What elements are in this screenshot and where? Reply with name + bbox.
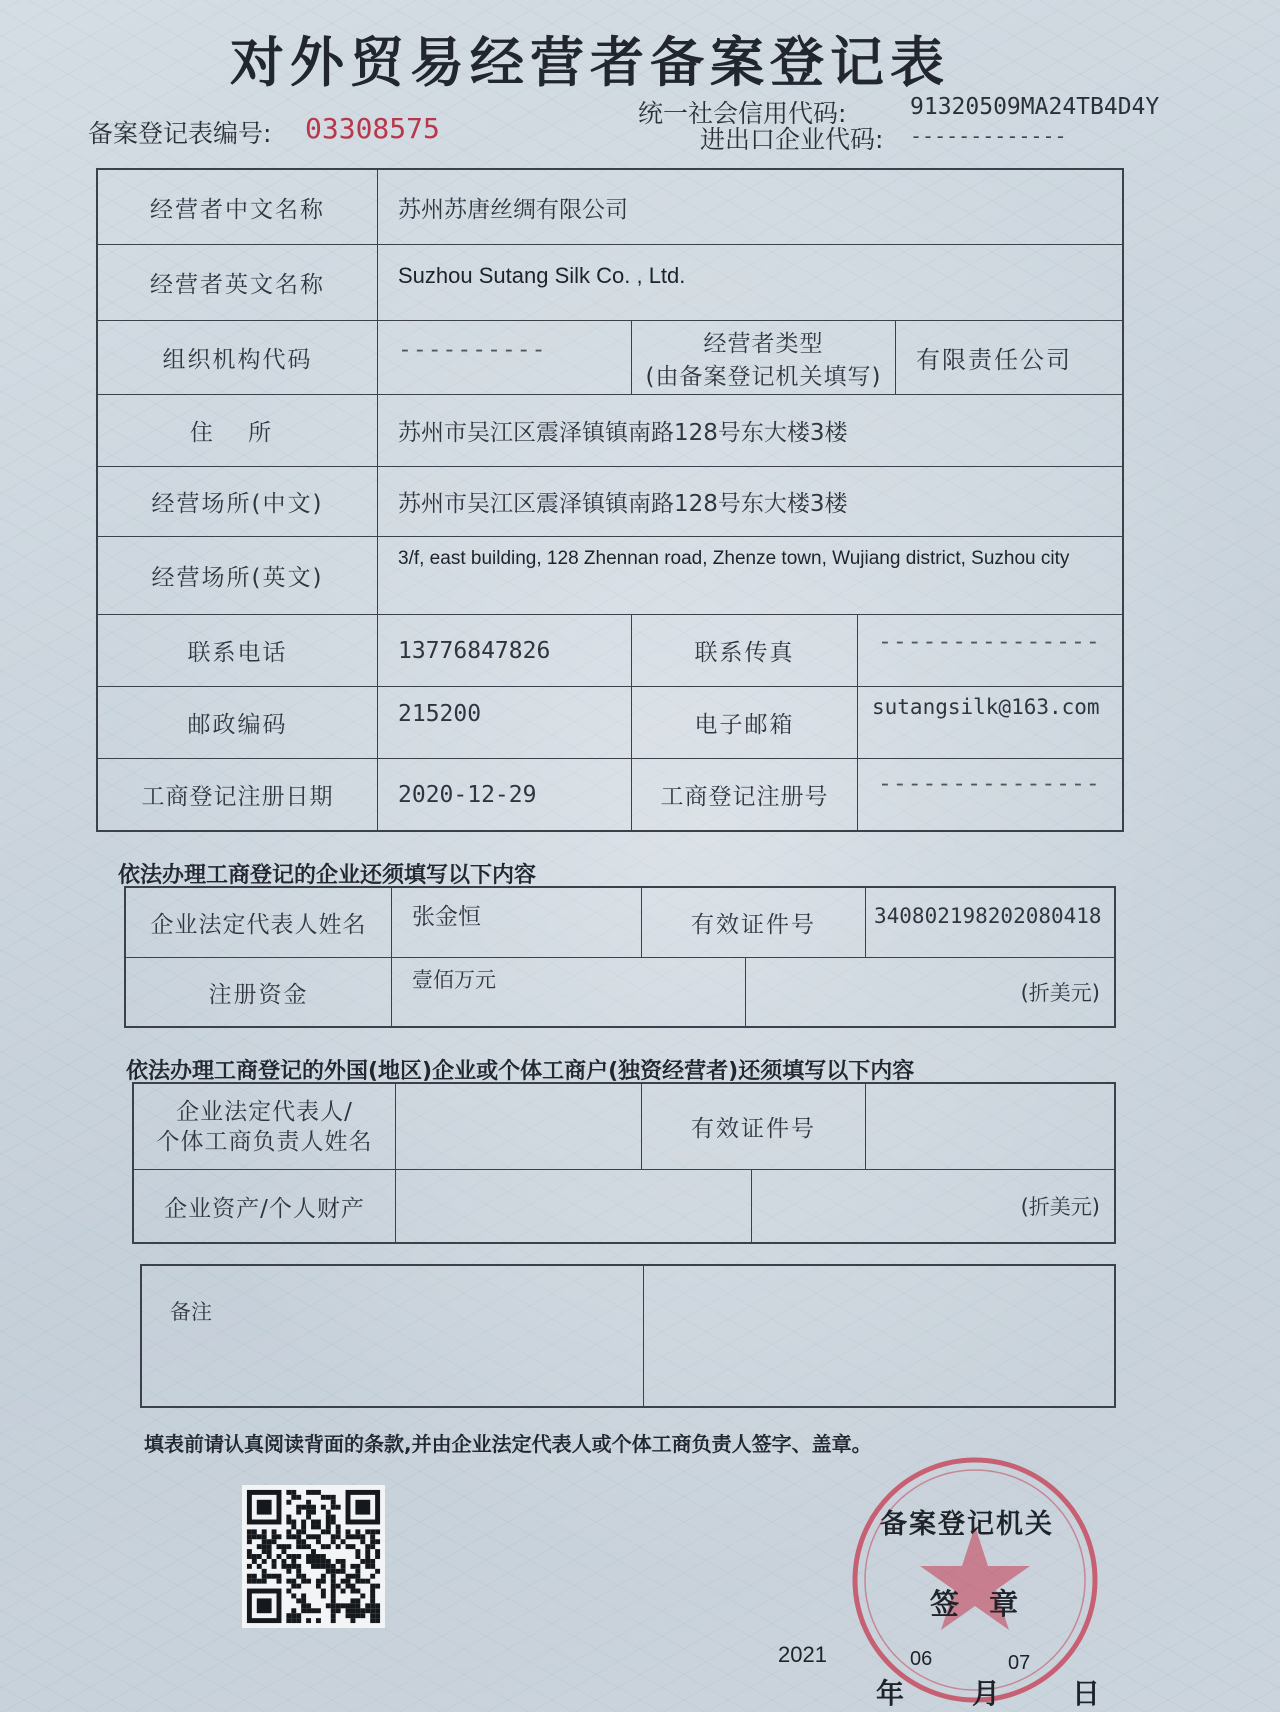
remarks-table bbox=[140, 1264, 1116, 1408]
foreign-rep-label bbox=[134, 1084, 396, 1170]
credit-code-label: 统一社会信用代码: bbox=[638, 99, 847, 128]
reg-date-label: 工商登记注册日期 bbox=[98, 759, 378, 830]
credit-code-value: 91320509MA24TB4D4Y bbox=[910, 94, 1160, 120]
foreign-rep-label-line1: 企业法定代表人/ bbox=[176, 1098, 353, 1125]
remarks-value bbox=[644, 1266, 1114, 1406]
section3-id-value bbox=[866, 1084, 1114, 1170]
reg-date-value: 2020-12-29 bbox=[378, 759, 632, 830]
address-value: 苏州市吴江区震泽镇镇南路128号东大楼3楼 bbox=[378, 395, 1122, 467]
date-day: 07 bbox=[1008, 1652, 1031, 1674]
operator-type-label-line2: (由备案登记机关填写) bbox=[645, 363, 882, 390]
place-cn-label: 经营场所(中文) bbox=[98, 467, 378, 537]
ie-code-value: ------------- bbox=[910, 124, 1067, 148]
cn-name-label: 经营者中文名称 bbox=[98, 170, 378, 245]
place-cn-value: 苏州市吴江区震泽镇镇南路128号东大楼3楼 bbox=[378, 467, 1122, 537]
year-unit: 年 bbox=[876, 1677, 905, 1710]
section2-table bbox=[124, 886, 1116, 1028]
operator-type-label-line1: 经营者类型 bbox=[703, 330, 824, 357]
en-name-value: Suzhou Sutang Silk Co. , Ltd. bbox=[378, 245, 1122, 321]
phone-value: 13776847826 bbox=[378, 615, 632, 687]
main-info-table bbox=[96, 168, 1124, 832]
section2-id-value: 340802198202080418 bbox=[866, 888, 1114, 958]
qr-code bbox=[242, 1485, 385, 1628]
phone-label: 联系电话 bbox=[98, 615, 378, 687]
assets-value bbox=[396, 1170, 752, 1242]
place-en-value: 3/f, east building, 128 Zhennan road, Zhenze town, Wujiang district, Suzhou city bbox=[378, 537, 1122, 615]
reg-number-value: --------------- bbox=[878, 771, 1101, 797]
section2-id-label: 有效证件号 bbox=[642, 888, 866, 958]
fax-label: 联系传真 bbox=[632, 615, 858, 687]
section3-heading: 依法办理工商登记的外国(地区)企业或个体工商户(独资经营者)还须填写以下内容 bbox=[126, 1059, 915, 1084]
section3-id-label: 有效证件号 bbox=[642, 1084, 866, 1170]
capital-value: 壹佰万元 bbox=[392, 958, 746, 1026]
section2-heading: 依法办理工商登记的企业还须填写以下内容 bbox=[118, 863, 537, 888]
cn-name-value: 苏州苏唐丝绸有限公司 bbox=[378, 170, 1122, 245]
capital-label: 注册资金 bbox=[126, 958, 392, 1026]
operator-type-label bbox=[632, 321, 896, 395]
seal-label: 签 章 bbox=[930, 1587, 1029, 1621]
assets-usd-label: (折美元) bbox=[1020, 1195, 1100, 1219]
org-code-label: 组织机构代码 bbox=[98, 321, 378, 395]
date-month: 06 bbox=[910, 1648, 933, 1670]
address-label: 住 所 bbox=[98, 395, 378, 467]
remarks-label: 备注 bbox=[142, 1266, 644, 1406]
email-label: 电子邮箱 bbox=[632, 687, 858, 759]
foreign-rep-value bbox=[396, 1084, 642, 1170]
reg-number-label: 工商登记注册号 bbox=[632, 759, 858, 830]
legal-rep-value: 张金恒 bbox=[392, 888, 642, 958]
day-unit: 日 bbox=[1072, 1677, 1101, 1710]
fax-value: --------------- bbox=[858, 615, 1122, 687]
footer-note: 填表前请认真阅读背面的条款,并由企业法定代表人或个体工商负责人签字、盖章。 bbox=[144, 1432, 872, 1456]
en-name-label: 经营者英文名称 bbox=[98, 245, 378, 321]
assets-label: 企业资产/个人财产 bbox=[134, 1170, 396, 1242]
place-en-label: 经营场所(英文) bbox=[98, 537, 378, 615]
org-code-value: ---------- bbox=[378, 321, 632, 395]
postcode-value: 215200 bbox=[378, 687, 632, 759]
ie-code-label: 进出口企业代码: bbox=[700, 125, 884, 154]
capital-usd-label: (折美元) bbox=[1020, 981, 1100, 1005]
form-title: 对外贸易经营者备案登记表 bbox=[230, 31, 950, 94]
authority-label: 备案登记机关 bbox=[880, 1509, 1054, 1540]
month-unit: 月 bbox=[972, 1677, 1001, 1710]
operator-type-value: 有限责任公司 bbox=[896, 321, 1122, 395]
email-value: sutangsilk@163.com bbox=[858, 687, 1122, 759]
section3-table bbox=[132, 1082, 1116, 1244]
postcode-label: 邮政编码 bbox=[98, 687, 378, 759]
reg-no-value: 03308575 bbox=[305, 112, 440, 145]
reg-no-label: 备案登记表编号: bbox=[88, 119, 272, 148]
foreign-rep-label-line2: 个体工商负责人姓名 bbox=[156, 1128, 373, 1155]
date-year: 2021 bbox=[778, 1642, 827, 1667]
legal-rep-label: 企业法定代表人姓名 bbox=[126, 888, 392, 958]
